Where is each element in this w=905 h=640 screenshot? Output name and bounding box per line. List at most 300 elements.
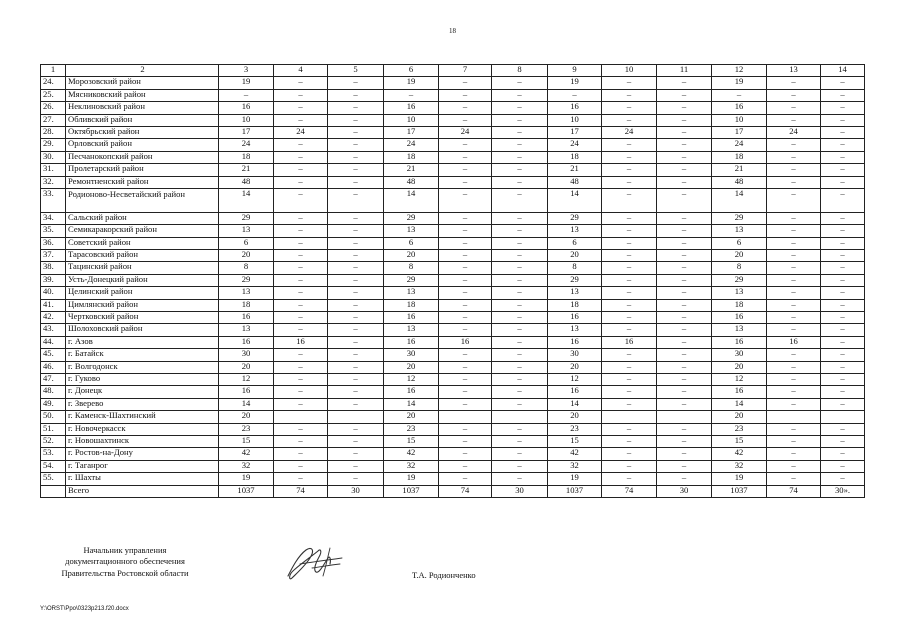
value-cell: – [492, 324, 548, 336]
value-cell: – [602, 250, 657, 262]
statistics-table [40, 64, 865, 498]
value-cell: 29 [548, 274, 602, 286]
territory-name-cell: г. Новошахтинск [66, 435, 219, 447]
table-row [41, 212, 865, 224]
value-cell: – [492, 312, 548, 324]
value-cell: 13 [767, 65, 821, 77]
value-cell: – [821, 423, 865, 435]
table-row [41, 164, 865, 176]
value-cell: – [821, 262, 865, 274]
value-cell: – [328, 423, 384, 435]
value-cell: – [328, 237, 384, 249]
value-cell [821, 411, 865, 423]
table-row [41, 77, 865, 89]
value-cell: – [439, 225, 492, 237]
value-cell: – [274, 164, 328, 176]
value-cell: 13 [219, 287, 274, 299]
value-cell: – [492, 336, 548, 348]
row-number-cell: 34. [41, 212, 66, 224]
value-cell: – [821, 164, 865, 176]
value-cell: 30 [548, 349, 602, 361]
value-cell: – [602, 212, 657, 224]
value-cell: – [492, 435, 548, 447]
value-cell: 8 [548, 262, 602, 274]
value-cell: – [602, 361, 657, 373]
value-cell: – [821, 287, 865, 299]
signature-block [40, 545, 210, 579]
table-row [41, 312, 865, 324]
row-number-cell: 47. [41, 373, 66, 385]
value-cell: – [767, 164, 821, 176]
value-cell: – [821, 151, 865, 163]
row-number-cell: 24. [41, 77, 66, 89]
value-cell: – [274, 89, 328, 101]
value-cell: 16 [384, 336, 439, 348]
table-row [41, 176, 865, 188]
value-cell: – [492, 77, 548, 89]
territory-name-cell: Ремонтненский район [66, 176, 219, 188]
value-cell: – [492, 386, 548, 398]
value-cell: 29 [219, 212, 274, 224]
value-cell: – [328, 89, 384, 101]
value-cell: 8 [712, 262, 767, 274]
table-row [41, 324, 865, 336]
value-cell: – [328, 349, 384, 361]
table-row [41, 188, 865, 212]
value-cell: – [328, 287, 384, 299]
value-cell: – [767, 262, 821, 274]
value-cell: – [274, 176, 328, 188]
value-cell: – [767, 473, 821, 485]
value-cell: – [439, 164, 492, 176]
row-number-cell: 55. [41, 473, 66, 485]
value-cell: – [274, 324, 328, 336]
value-cell: – [274, 188, 328, 212]
value-cell: – [328, 336, 384, 348]
territory-name-cell: Орловский район [66, 139, 219, 151]
territory-name-cell: Всего [66, 485, 219, 497]
territory-name-cell: Пролетарский район [66, 164, 219, 176]
value-cell: 24 [439, 126, 492, 138]
value-cell: – [274, 423, 328, 435]
value-cell: 15 [712, 435, 767, 447]
value-cell: 30». [821, 485, 865, 497]
value-cell: 16 [384, 386, 439, 398]
value-cell: 30 [657, 485, 712, 497]
value-cell: 3 [219, 65, 274, 77]
value-cell: – [602, 460, 657, 472]
value-cell: 16 [602, 336, 657, 348]
value-cell: 15 [384, 435, 439, 447]
value-cell: 30 [384, 349, 439, 361]
value-cell: – [821, 237, 865, 249]
value-cell: – [328, 176, 384, 188]
value-cell: – [439, 398, 492, 410]
value-cell: 10 [548, 114, 602, 126]
territory-name-cell: г. Волгодонск [66, 361, 219, 373]
value-cell: – [767, 287, 821, 299]
value-cell: – [767, 398, 821, 410]
value-cell: – [439, 386, 492, 398]
value-cell: – [821, 114, 865, 126]
value-cell: – [602, 324, 657, 336]
value-cell: – [767, 77, 821, 89]
value-cell: 20 [384, 361, 439, 373]
value-cell: 16 [219, 312, 274, 324]
value-cell: 1037 [548, 485, 602, 497]
territory-name-cell: г. Батайск [66, 349, 219, 361]
row-number-cell: 45. [41, 349, 66, 361]
value-cell: – [657, 423, 712, 435]
value-cell: – [384, 89, 439, 101]
value-cell: 30 [492, 485, 548, 497]
value-cell: 13 [384, 287, 439, 299]
value-cell: – [274, 77, 328, 89]
row-number-cell: 35. [41, 225, 66, 237]
value-cell: 48 [548, 176, 602, 188]
table-row [41, 274, 865, 286]
value-cell: 13 [548, 324, 602, 336]
value-cell [274, 411, 328, 423]
value-cell: 24 [274, 126, 328, 138]
value-cell: – [439, 212, 492, 224]
value-cell: 16 [548, 336, 602, 348]
value-cell: – [328, 164, 384, 176]
table-row [41, 349, 865, 361]
value-cell: 8 [384, 262, 439, 274]
value-cell: – [821, 336, 865, 348]
value-cell: 16 [767, 336, 821, 348]
value-cell: 15 [219, 435, 274, 447]
value-cell: 48 [219, 176, 274, 188]
row-number-cell: 48. [41, 386, 66, 398]
value-cell: 19 [548, 77, 602, 89]
value-cell: – [821, 435, 865, 447]
value-cell: – [657, 287, 712, 299]
table-row [41, 435, 865, 447]
value-cell: 13 [219, 324, 274, 336]
value-cell: 17 [384, 126, 439, 138]
value-cell: – [328, 126, 384, 138]
value-cell: 6 [384, 237, 439, 249]
row-number-cell: 51. [41, 423, 66, 435]
value-cell: – [274, 102, 328, 114]
value-cell: 10 [384, 114, 439, 126]
value-cell: – [274, 299, 328, 311]
value-cell: – [219, 89, 274, 101]
value-cell: – [328, 225, 384, 237]
table-row [41, 386, 865, 398]
value-cell: – [439, 151, 492, 163]
value-cell: 16 [712, 312, 767, 324]
table-row [41, 398, 865, 410]
value-cell: 32 [548, 460, 602, 472]
value-cell: 19 [712, 473, 767, 485]
value-cell: – [492, 237, 548, 249]
value-cell: 24 [767, 126, 821, 138]
value-cell: – [492, 126, 548, 138]
value-cell: – [657, 274, 712, 286]
value-cell: 16 [219, 336, 274, 348]
value-cell: – [767, 448, 821, 460]
value-cell: 6 [384, 65, 439, 77]
value-cell: – [548, 89, 602, 101]
value-cell: 8 [492, 65, 548, 77]
value-cell: – [439, 176, 492, 188]
value-cell: – [821, 398, 865, 410]
value-cell: – [767, 299, 821, 311]
value-cell: – [767, 312, 821, 324]
value-cell: 20 [219, 411, 274, 423]
table-row [41, 114, 865, 126]
value-cell: 20 [548, 411, 602, 423]
value-cell: – [439, 274, 492, 286]
value-cell: – [767, 237, 821, 249]
position-title-line-1: Начальник управления [83, 545, 167, 555]
value-cell: – [492, 398, 548, 410]
value-cell: 20 [384, 250, 439, 262]
value-cell: – [657, 336, 712, 348]
value-cell: – [767, 435, 821, 447]
value-cell: 17 [712, 126, 767, 138]
value-cell: – [602, 77, 657, 89]
value-cell: – [602, 164, 657, 176]
value-cell: – [602, 312, 657, 324]
value-cell: – [439, 324, 492, 336]
value-cell: – [657, 225, 712, 237]
value-cell: 16 [712, 386, 767, 398]
value-cell: – [328, 139, 384, 151]
value-cell: 12 [712, 373, 767, 385]
value-cell: – [492, 164, 548, 176]
table-row [41, 448, 865, 460]
table-row [41, 361, 865, 373]
value-cell: – [657, 262, 712, 274]
value-cell: 18 [219, 151, 274, 163]
value-cell: 16 [548, 102, 602, 114]
value-cell: – [274, 237, 328, 249]
value-cell: – [274, 435, 328, 447]
territory-name-cell: Обливский район [66, 114, 219, 126]
value-cell: – [657, 386, 712, 398]
value-cell: – [767, 139, 821, 151]
value-cell: – [328, 398, 384, 410]
value-cell: 18 [548, 299, 602, 311]
value-cell: – [657, 164, 712, 176]
territory-name-cell: г. Таганрог [66, 460, 219, 472]
value-cell: – [602, 473, 657, 485]
table-row [41, 89, 865, 101]
value-cell: 17 [548, 126, 602, 138]
table-row [41, 237, 865, 249]
value-cell: – [767, 176, 821, 188]
value-cell: 29 [712, 274, 767, 286]
value-cell: – [439, 473, 492, 485]
table-header-row [41, 65, 865, 77]
value-cell: 16 [548, 386, 602, 398]
value-cell: 21 [384, 164, 439, 176]
value-cell: – [767, 102, 821, 114]
value-cell: – [767, 250, 821, 262]
territory-name-cell: Чертковский район [66, 312, 219, 324]
value-cell: – [767, 373, 821, 385]
value-cell: 14 [384, 188, 439, 212]
value-cell [602, 411, 657, 423]
value-cell: – [439, 102, 492, 114]
value-cell: 29 [384, 212, 439, 224]
value-cell: – [767, 225, 821, 237]
territory-name-cell: г. Донецк [66, 386, 219, 398]
value-cell: – [657, 473, 712, 485]
value-cell: – [274, 361, 328, 373]
value-cell: – [274, 114, 328, 126]
value-cell: – [328, 361, 384, 373]
value-cell: – [821, 324, 865, 336]
value-cell: – [439, 312, 492, 324]
table-row [41, 126, 865, 138]
value-cell: – [657, 435, 712, 447]
value-cell: 17 [219, 126, 274, 138]
value-cell: – [274, 139, 328, 151]
value-cell: – [821, 89, 865, 101]
value-cell [328, 411, 384, 423]
row-number-cell: 38. [41, 262, 66, 274]
value-cell: – [274, 312, 328, 324]
value-cell: – [821, 77, 865, 89]
value-cell: – [492, 114, 548, 126]
value-cell: – [492, 361, 548, 373]
value-cell [657, 411, 712, 423]
value-cell: – [602, 237, 657, 249]
value-cell: – [274, 373, 328, 385]
table-row [41, 336, 865, 348]
value-cell: – [821, 126, 865, 138]
value-cell: – [492, 225, 548, 237]
territory-name-cell: Неклиновский район [66, 102, 219, 114]
value-cell: 19 [548, 473, 602, 485]
value-cell: – [328, 102, 384, 114]
value-cell: 12 [712, 65, 767, 77]
territory-name-cell: Сальский район [66, 212, 219, 224]
value-cell: 32 [384, 460, 439, 472]
table-row [41, 151, 865, 163]
row-number-cell: 40. [41, 287, 66, 299]
statistics-table-container [40, 64, 864, 498]
value-cell: – [657, 151, 712, 163]
value-cell: – [821, 212, 865, 224]
handwritten-signature [282, 542, 348, 584]
value-cell: 24 [548, 139, 602, 151]
territory-name-cell: г. Шахты [66, 473, 219, 485]
territory-name-cell: 2 [66, 65, 219, 77]
value-cell: – [602, 151, 657, 163]
territory-name-cell: Тацинский район [66, 262, 219, 274]
value-cell: 19 [712, 77, 767, 89]
row-number-cell: 39. [41, 274, 66, 286]
value-cell: 6 [219, 237, 274, 249]
value-cell: 24 [384, 139, 439, 151]
value-cell: – [821, 188, 865, 212]
value-cell: – [492, 262, 548, 274]
value-cell: 21 [548, 164, 602, 176]
value-cell: – [657, 102, 712, 114]
value-cell: – [767, 324, 821, 336]
value-cell: – [492, 188, 548, 212]
value-cell: 13 [384, 225, 439, 237]
row-number-cell: 41. [41, 299, 66, 311]
row-number-cell: 46. [41, 361, 66, 373]
value-cell: – [439, 237, 492, 249]
value-cell: – [602, 89, 657, 101]
value-cell: 19 [219, 77, 274, 89]
value-cell: – [712, 89, 767, 101]
value-cell: 29 [548, 212, 602, 224]
value-cell: – [328, 312, 384, 324]
value-cell: – [274, 262, 328, 274]
value-cell: – [274, 349, 328, 361]
value-cell: 16 [712, 102, 767, 114]
value-cell: 6 [712, 237, 767, 249]
value-cell: 18 [384, 299, 439, 311]
value-cell: 16 [712, 336, 767, 348]
value-cell [767, 411, 821, 423]
row-number-cell: 50. [41, 411, 66, 423]
value-cell: – [657, 89, 712, 101]
table-row [41, 423, 865, 435]
position-title-line-3: Правительства Ростовской области [61, 567, 189, 578]
value-cell: 24 [712, 139, 767, 151]
value-cell: 48 [712, 176, 767, 188]
value-cell: – [328, 274, 384, 286]
value-cell: – [274, 473, 328, 485]
value-cell: – [657, 324, 712, 336]
value-cell: 74 [767, 485, 821, 497]
value-cell: – [439, 361, 492, 373]
territory-name-cell: г. Каменск-Шахтинский [66, 411, 219, 423]
value-cell: 29 [712, 212, 767, 224]
value-cell: 16 [219, 386, 274, 398]
value-cell: – [439, 287, 492, 299]
value-cell: 10 [219, 114, 274, 126]
value-cell: 14 [548, 398, 602, 410]
value-cell: – [274, 386, 328, 398]
value-cell: – [328, 262, 384, 274]
table-row [41, 299, 865, 311]
value-cell: 14 [712, 398, 767, 410]
value-cell: 20 [384, 411, 439, 423]
value-cell: – [657, 460, 712, 472]
value-cell: 1037 [384, 485, 439, 497]
territory-name-cell: Усть-Донецкий район [66, 274, 219, 286]
value-cell: 20 [548, 250, 602, 262]
value-cell: 7 [439, 65, 492, 77]
value-cell: 20 [712, 250, 767, 262]
value-cell: – [821, 250, 865, 262]
value-cell: 18 [712, 151, 767, 163]
value-cell: 20 [712, 411, 767, 423]
row-number-cell: 44. [41, 336, 66, 348]
value-cell: 13 [712, 225, 767, 237]
value-cell: – [492, 423, 548, 435]
value-cell: 29 [384, 274, 439, 286]
position-title-line-2: документационного обеспечения [65, 556, 185, 567]
value-cell: – [602, 274, 657, 286]
value-cell: 30 [712, 349, 767, 361]
row-number-cell: 49. [41, 398, 66, 410]
value-cell: 8 [219, 262, 274, 274]
value-cell: 42 [384, 448, 439, 460]
value-cell: – [821, 102, 865, 114]
